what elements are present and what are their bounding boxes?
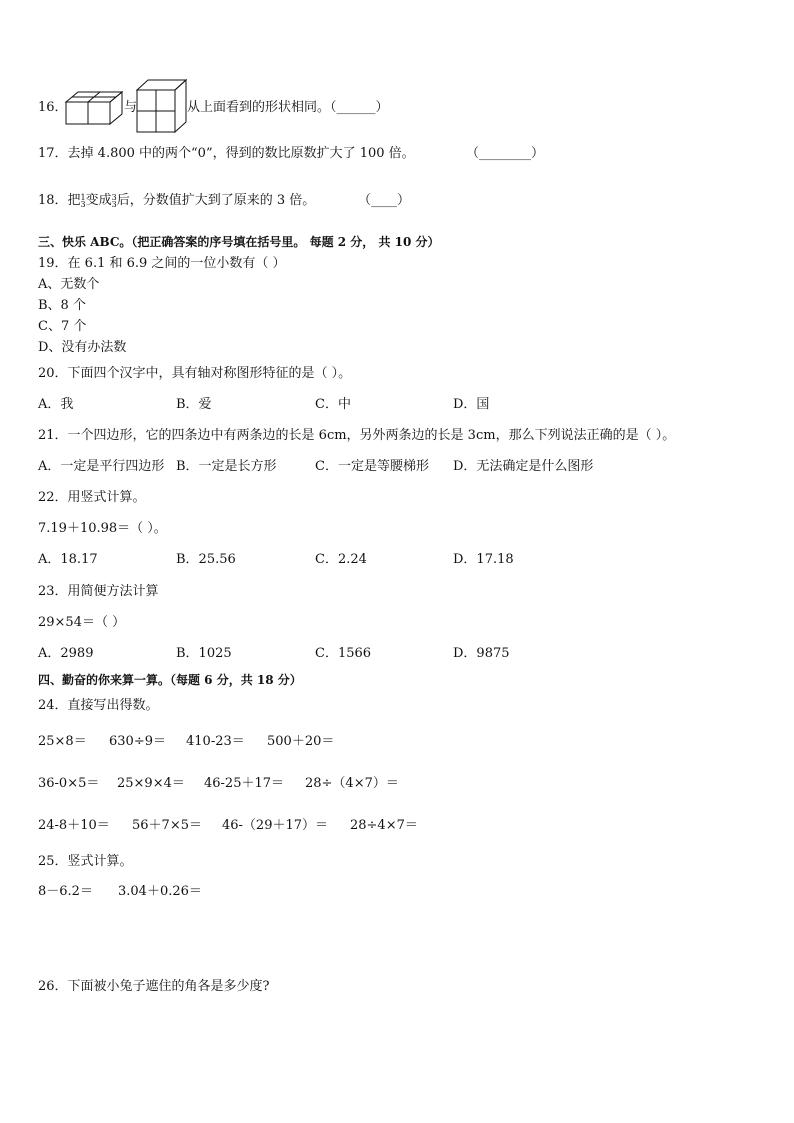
- question-25-text: 25．竖式计算。: [38, 854, 133, 869]
- calc-item: 8－6.2＝: [38, 884, 93, 899]
- calc-item: 3.04＋0.26＝: [118, 884, 202, 899]
- section-3-heading: 三、快乐 ABC。（把正确答案的序号填在括号里。 每题 2 分， 共 10 分）: [38, 235, 440, 249]
- calc-item: 56＋7×5＝: [132, 818, 202, 833]
- question-17-blank[interactable]: （________）: [466, 146, 545, 161]
- question-18-blank[interactable]: （____）: [358, 193, 411, 208]
- question-19-text: 19．在 6.1 和 6.9 之间的一位小数有（ ）: [38, 256, 286, 271]
- question-21-option-b[interactable]: B．一定是长方形: [176, 459, 277, 474]
- question-19-option-b[interactable]: B、8 个: [38, 298, 86, 313]
- question-23-expression: 29×54＝（ ）: [38, 615, 126, 630]
- question-18-mid: 变成: [85, 193, 112, 208]
- question-16-mid: 与: [124, 100, 138, 115]
- question-19-option-c[interactable]: C、7 个: [38, 319, 87, 334]
- question-22-text: 22．用竖式计算。: [38, 490, 146, 505]
- question-18: [38, 193, 315, 209]
- question-17-text: 17．去掉 4.800 中的两个“0”，得到的数比原数扩大了 100 倍。: [38, 146, 415, 161]
- question-22-option-b[interactable]: B．25.56: [176, 552, 236, 567]
- cuboid-figure-top-view: [64, 88, 124, 126]
- question-22-option-d[interactable]: D．17.18: [453, 552, 514, 567]
- calc-item: 46-（29＋17）＝: [222, 818, 329, 833]
- calc-item: 500＋20＝: [267, 734, 335, 749]
- question-22-option-a[interactable]: A．18.17: [38, 552, 98, 567]
- question-24-row-3: [38, 818, 418, 834]
- question-21-options: [38, 459, 593, 475]
- question-18-pre: 18．把: [38, 193, 81, 208]
- calc-item: 630÷9＝: [109, 734, 166, 749]
- fraction-2-numerator: 3: [111, 192, 117, 202]
- calc-item: 28÷（4×7）＝: [305, 776, 399, 791]
- question-20-option-b[interactable]: B．爱: [176, 397, 212, 412]
- calc-item: 46-25＋17＝: [204, 776, 285, 791]
- question-22-option-c[interactable]: C．2.24: [315, 552, 367, 567]
- calc-item: 24-8＋10＝: [38, 818, 110, 833]
- fraction-1-denominator: 3: [80, 199, 86, 209]
- question-20-option-d[interactable]: D．国: [453, 397, 490, 412]
- question-23-option-d[interactable]: D．9875: [453, 646, 510, 661]
- question-22-expression: 7.19＋10.98＝（ ）。: [38, 521, 167, 536]
- question-23-option-b[interactable]: B．1025: [176, 646, 232, 661]
- question-17: [38, 146, 415, 162]
- calc-item: 25×8＝: [38, 734, 87, 749]
- question-26-text: 26．下面被小兔子遮住的角各是多少度?: [38, 979, 270, 994]
- question-23-option-c[interactable]: C．1566: [315, 646, 372, 661]
- calc-item: 410-23＝: [186, 734, 245, 749]
- question-20-text: 20．下面四个汉字中，具有轴对称图形特征的是（ ）。: [38, 366, 352, 381]
- fraction-2-denominator: 3: [111, 199, 117, 209]
- question-21-option-d[interactable]: D．无法确定是什么图形: [453, 459, 594, 474]
- calc-item: 36-0×5＝: [38, 776, 100, 791]
- question-20-options: [38, 397, 489, 413]
- question-16-number: 16．: [38, 100, 68, 115]
- question-21-text: 21．一个四边形，它的四条边中有两条边的长是 6cm，另外两条边的长是 3cm，那么下列说法正确的是（ ）。: [38, 428, 676, 443]
- question-20-option-a[interactable]: A．我: [38, 397, 74, 412]
- question-24-text: 24．直接写出得数。: [38, 698, 159, 713]
- question-20-option-c[interactable]: C．中: [315, 397, 351, 412]
- question-23-option-a[interactable]: A．2989: [38, 646, 94, 661]
- question-21-option-a[interactable]: A．一定是平行四边形: [38, 459, 165, 474]
- question-24-row-2: [38, 776, 399, 792]
- question-16-text: 从上面看到的形状相同。（______）: [187, 100, 389, 115]
- question-25-row: [38, 884, 202, 900]
- question-19-option-a[interactable]: A、无数个: [38, 277, 100, 292]
- question-24-row-1: [38, 734, 334, 750]
- question-21-option-c[interactable]: C．一定是等腰梯形: [315, 459, 429, 474]
- question-18-post: 后，分数值扩大到了原来的 3 倍。: [116, 193, 316, 208]
- calc-item: 28÷4×7＝: [350, 818, 418, 833]
- question-19-option-d[interactable]: D、没有办法数: [38, 340, 127, 355]
- question-23-text: 23．用简便方法计算: [38, 584, 159, 599]
- cube-stack-figure: [134, 78, 188, 134]
- fraction-1-numerator: 1: [80, 192, 86, 202]
- calc-item: 25×9×4＝: [117, 776, 185, 791]
- section-4-heading: 四、勤奋的你来算一算。（每题 6 分，共 18 分）: [38, 673, 302, 687]
- question-23-options: [38, 646, 510, 662]
- question-22-options: [38, 552, 514, 568]
